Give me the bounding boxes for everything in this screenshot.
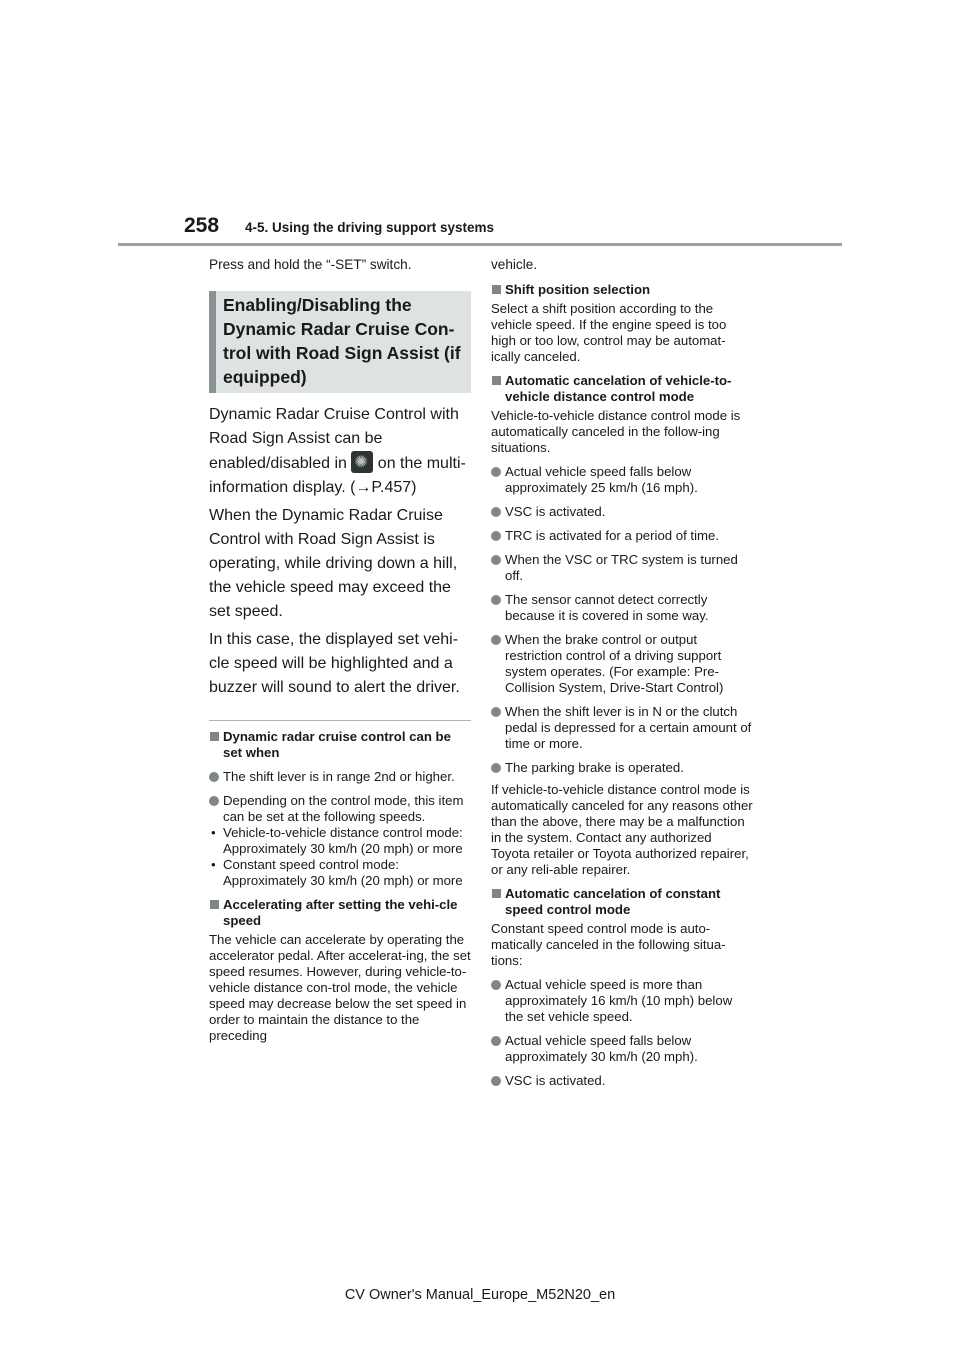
- subheading: Shift position selection: [491, 282, 753, 298]
- bullet-item: VSC is activated.: [491, 1073, 753, 1089]
- bullet-item: Depending on the control mode, this item can be set at the following speeds.: [209, 793, 471, 825]
- bullet-item: VSC is activated.: [491, 504, 753, 520]
- bullet-item: When the brake control or output restriction control of a driving support system operates. (For example: Pre-Collision System, Drive-Start Control): [491, 632, 753, 696]
- divider: [209, 720, 471, 721]
- subheading: Dynamic radar cruise control can be set when: [209, 729, 471, 761]
- body-text: The vehicle can accelerate by operating the accelerator pedal. After accelerat-ing, the set speed resumes. However, during vehicle-to-vehicle distance con-trol mode, the vehicle speed may decrease below the set speed in order to maintain the distance to the preceding: [209, 932, 471, 1043]
- body-paragraph: [209, 403, 471, 500]
- subheading: Accelerating after setting the vehi-cle speed: [209, 897, 471, 929]
- section-heading: [209, 291, 471, 393]
- page-number: 258: [184, 214, 220, 237]
- body-text: Select a shift position according to the vehicle speed. If the engine speed is too high or too low, control may be automat-ically canceled.: [491, 301, 727, 364]
- bullet-item: Actual vehicle speed falls below approximately 30 km/h (20 mph).: [491, 1033, 753, 1065]
- footer-text: CV Owner's Manual_Europe_M52N20_en: [344, 1287, 616, 1303]
- dash-item: • Vehicle-to-vehicle distance control mode: Approximately 30 km/h (20 mph) or more: [209, 825, 471, 857]
- bullet-item: TRC is activated for a period of time.: [491, 528, 753, 544]
- intro-text: Press and hold the “-SET” switch.: [209, 257, 412, 272]
- body-paragraph: In this case, the displayed set vehi-cle speed will be highlighted and a buzzer will sound to alert the driver.: [209, 631, 460, 696]
- body-paragraph: When the Dynamic Radar Cruise Control with Road Sign Assist is operating, while driving down a hill, the vehicle speed may exceed the set speed.: [209, 507, 458, 620]
- subheading: Automatic cancelation of vehicle-to-vehicle distance control mode: [491, 373, 753, 405]
- bullet-item: When the VSC or TRC system is turned off.: [491, 552, 753, 584]
- section-title: 4-5. Using the driving support systems: [245, 220, 495, 235]
- bullet-item: Actual vehicle speed is more than approximately 16 km/h (10 mph) below the set vehicle speed.: [491, 977, 753, 1025]
- bullet-item: Actual vehicle speed falls below approximately 25 km/h (16 mph).: [491, 464, 753, 496]
- dash-item: • Constant speed control mode: Approximately 30 km/h (20 mph) or more: [209, 857, 471, 889]
- bullet-item: The shift lever is in range 2nd or higher.: [209, 769, 471, 785]
- heading-line-3: trol with Road Sign Assist (if: [223, 343, 461, 363]
- heading-line-4: equipped): [223, 367, 307, 387]
- body-text: Vehicle-to-vehicle distance control mode is automatically canceled in the follow-ing situations.: [491, 408, 741, 455]
- body-text: Dynamic Radar Cruise Control with Road Sign Assist can be enabled/disabled in: [209, 406, 459, 472]
- bullet-item: The parking brake is operated.: [491, 760, 753, 776]
- bullet-item: The sensor cannot detect correctly because it is covered in some way.: [491, 592, 753, 624]
- heading-line-2: Dynamic Radar Cruise Con-: [223, 319, 455, 339]
- body-text: If vehicle-to-vehicle distance control mode is automatically canceled for any reasons other than the above, there may be a malfunction in the system. Contact any authorized Toyota retailer or Toyota authorized repairer, or any reli-able repairer.: [491, 782, 753, 877]
- subheading: Automatic cancelation of constant speed control mode: [491, 886, 753, 918]
- heading-line-1: Enabling/Disabling the: [223, 295, 412, 315]
- body-text: on the multi-information display. (→P.457): [209, 455, 466, 496]
- bullet-item: When the shift lever is in N or the clutch pedal is depressed for a certain amount of time or more.: [491, 704, 753, 752]
- body-text: Constant speed control mode is auto-matically canceled in the following situa-tions:: [491, 921, 726, 968]
- right-column: [491, 256, 753, 1089]
- header-rule: [118, 243, 842, 246]
- continued-text: vehicle.: [491, 257, 538, 272]
- settings-gear-icon: [351, 451, 373, 473]
- left-column: [209, 256, 471, 1044]
